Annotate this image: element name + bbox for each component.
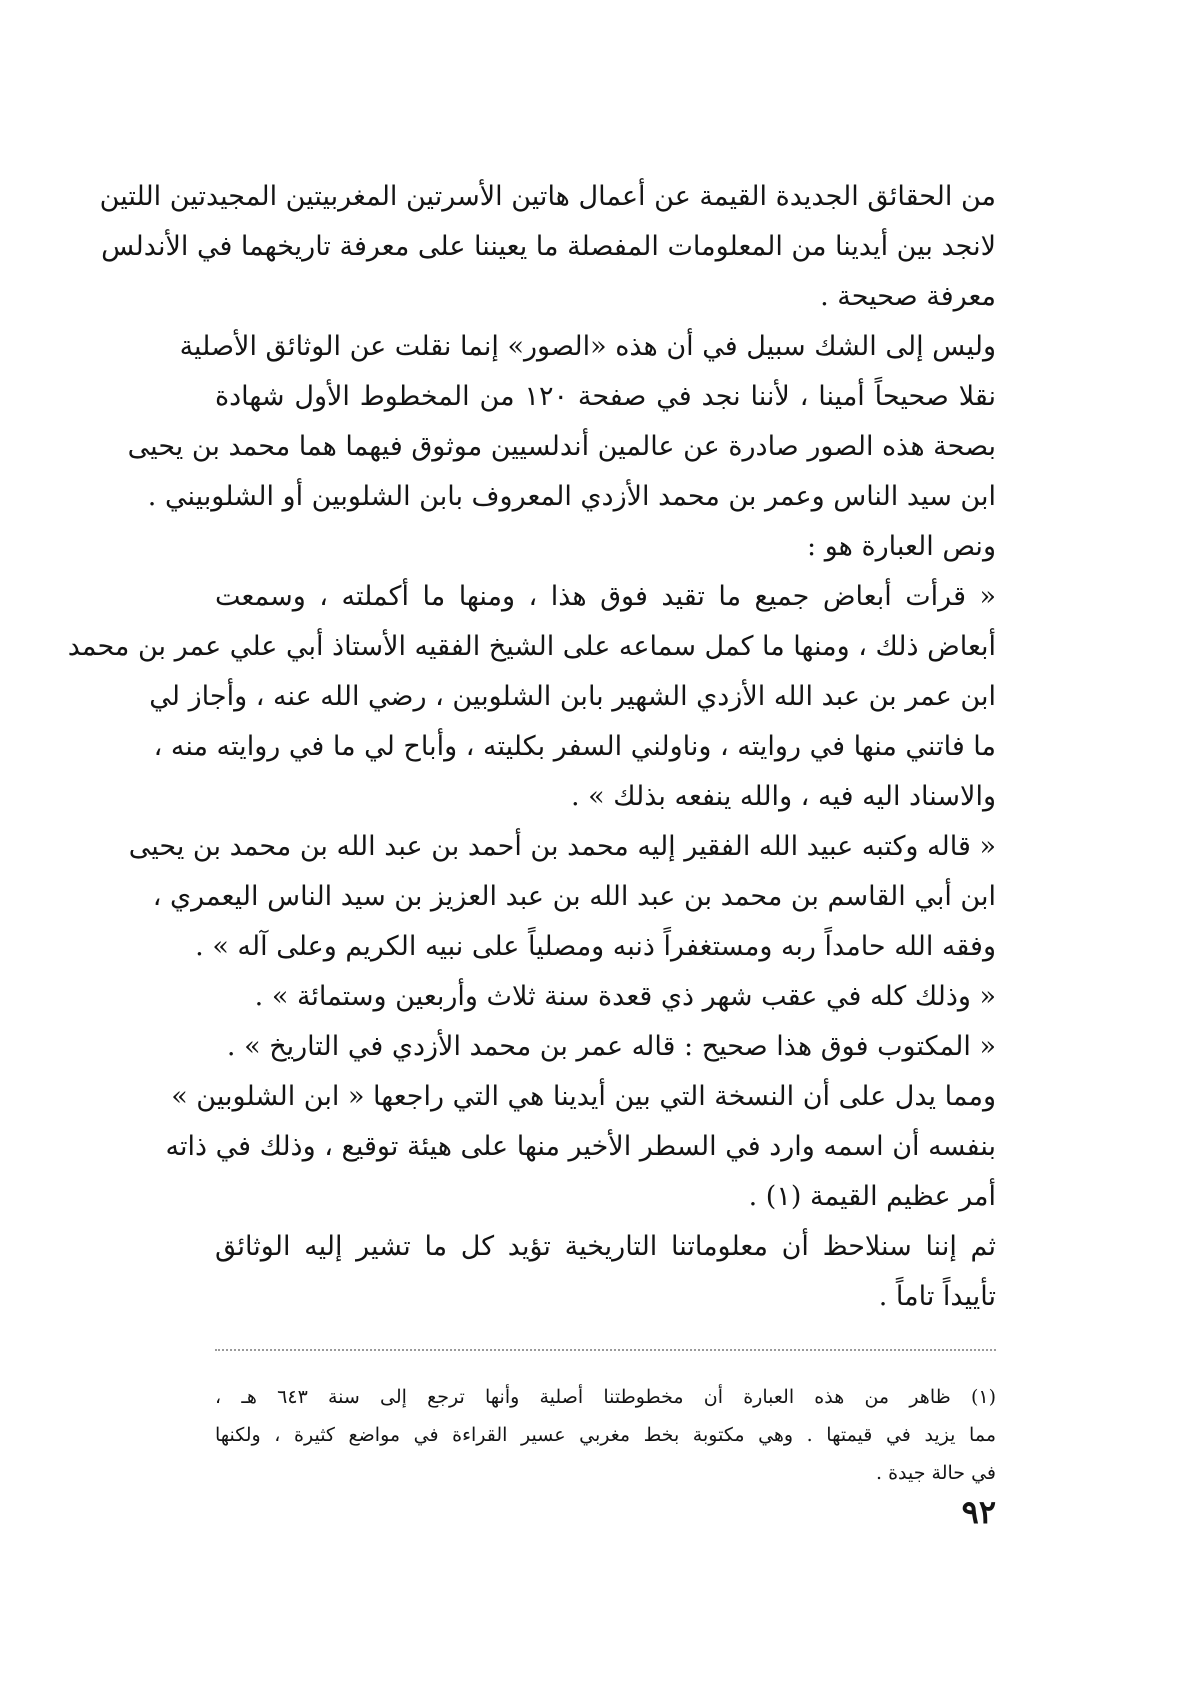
- body-line: ثم إننا سنلاحظ أن معلوماتنا التاريخية تؤيد كل ما تشير إليه الوثائق: [215, 1231, 996, 1262]
- body-line: « قاله وكتبه عبيد الله الفقير إليه محمد بن أحمد بن عبد الله بن محمد بن يحيى: [128, 831, 996, 862]
- body-line: وفقه الله حامداً ربه ومستغفراً ذنبه ومصلياً على نبيه الكريم وعلى آله » .: [195, 931, 996, 962]
- footnote-divider: [215, 1349, 996, 1351]
- body-line: بنفسه أن اسمه وارد في السطر الأخير منها على هيئة توقيع ، وذلك في ذاته: [165, 1131, 996, 1162]
- body-line: تأييداً تاماً .: [878, 1281, 996, 1312]
- page-number: ٩٢: [961, 1493, 996, 1531]
- body-line: أبعاض ذلك ، ومنها ما كمل سماعه على الشيخ الفقيه الأستاذ أبي علي عمر بن محمد: [67, 631, 996, 662]
- body-line: معرفة صحيحة .: [820, 281, 996, 312]
- body-line: لانجد بين أيدينا من المعلومات المفصلة ما يعيننا على معرفة تاريخهما في الأندلس: [101, 231, 996, 262]
- body-line: نقلا صحيحاً أمينا ، لأننا نجد في صفحة ١٢٠ من المخطوط الأول شهادة: [215, 381, 997, 412]
- body-line: ما فاتني منها في روايته ، وناولني السفر بكليته ، وأباح لي ما في روايته منه ،: [153, 731, 996, 762]
- footnote-line: (١) ظاهر من هذه العبارة أن مخطوطتنا أصلية وأنها ترجع إلى سنة ٦٤٣ هـ ،: [215, 1386, 996, 1408]
- body-line: ونص العبارة هو :: [807, 531, 996, 562]
- footnote-line: في حالة جيدة .: [876, 1462, 996, 1484]
- body-line: ابن سيد الناس وعمر بن محمد الأزدي المعروف بابن الشلوبين أو الشلوبيني .: [147, 481, 996, 512]
- body-line: بصحة هذه الصور صادرة عن عالمين أندلسيين موثوق فيهما هما محمد بن يحيى: [127, 431, 996, 462]
- footnote-line: مما يزيد في قيمتها . وهي مكتوبة بخط مغربي عسير القراءة في مواضع كثيرة ، ولكنها: [215, 1424, 996, 1446]
- body-line: ومما يدل على أن النسخة التي بين أيدينا هي التي راجعها « ابن الشلوبين »: [171, 1081, 996, 1112]
- body-line: « قرأت أبعاض جميع ما تقيد فوق هذا ، ومنها ما أكملته ، وسمعت: [215, 581, 996, 612]
- body-line: « وذلك كله في عقب شهر ذي قعدة سنة ثلاث وأربعين وستمائة » .: [254, 981, 996, 1012]
- body-line: أمر عظيم القيمة (١) .: [748, 1181, 996, 1212]
- body-line: ابن أبي القاسم بن محمد بن عبد الله بن عبد العزيز بن سيد الناس اليعمري ،: [152, 881, 996, 912]
- body-line: وليس إلى الشك سبيل في أن هذه «الصور» إنما نقلت عن الوثائق الأصلية: [179, 331, 996, 362]
- body-line: من الحقائق الجديدة القيمة عن أعمال هاتين الأسرتين المغربيتين المجيدتين اللتين: [99, 181, 996, 212]
- body-line: ابن عمر بن عبد الله الأزدي الشهير بابن الشلوبين ، رضي الله عنه ، وأجاز لي: [149, 681, 996, 712]
- body-line: والاسناد اليه فيه ، والله ينفعه بذلك » .: [571, 781, 996, 812]
- body-line: « المكتوب فوق هذا صحيح : قاله عمر بن محمد الأزدي في التاريخ » .: [226, 1031, 996, 1062]
- body-text: [67, 172, 997, 1322]
- footnote: [215, 1378, 996, 1492]
